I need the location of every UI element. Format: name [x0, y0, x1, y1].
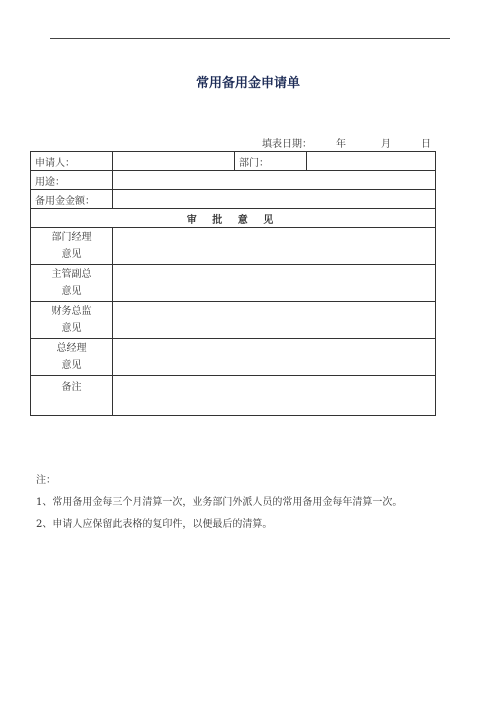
- department-label: 部门：: [235, 152, 307, 171]
- vp-opinion-field[interactable]: [113, 265, 436, 302]
- approval-label-line2: 意见: [61, 360, 82, 371]
- dept-manager-opinion-label: [31, 228, 113, 265]
- approval-row: [31, 265, 436, 302]
- applicant-row: [31, 152, 436, 171]
- approval-label-line2: 意见: [61, 249, 82, 260]
- year-label: 年: [336, 139, 346, 150]
- cfo-opinion-label: [31, 302, 113, 339]
- amount-row: [31, 190, 436, 209]
- department-field[interactable]: [307, 152, 436, 171]
- approval-row: [31, 339, 436, 376]
- remarks-row: [31, 376, 436, 416]
- month-label: 月: [381, 139, 391, 150]
- dept-manager-opinion-field[interactable]: [113, 228, 436, 265]
- fill-date-row: [0, 135, 496, 149]
- approval-label-line1: 主管副总: [51, 269, 92, 280]
- approval-label-line1: 备注: [61, 382, 82, 393]
- approval-row: [31, 302, 436, 339]
- approval-label-line2: 意见: [61, 323, 82, 334]
- approval-label-line1: 部门经理: [51, 232, 92, 243]
- page-title: 常用备用金申请单: [195, 76, 300, 91]
- approval-label-line1: 财务总监: [51, 306, 92, 317]
- notes-heading: 注：: [36, 475, 56, 486]
- purpose-label: 用途：: [31, 171, 113, 190]
- applicant-label: 申请人：: [31, 152, 113, 171]
- approval-row: [31, 228, 436, 265]
- remarks-label: [31, 376, 113, 416]
- approval-header-row: [31, 209, 436, 228]
- purpose-row: [31, 171, 436, 190]
- day-label: 日: [421, 139, 431, 150]
- fill-date-label: 填表日期：: [262, 139, 312, 150]
- vp-opinion-label: [31, 265, 113, 302]
- approval-label-line1: 总经理: [56, 343, 87, 354]
- purpose-field[interactable]: [113, 171, 436, 190]
- note-item: 2、申请人应保留此表格的复印件，以便最后的清算。: [36, 519, 273, 530]
- cfo-opinion-field[interactable]: [113, 302, 436, 339]
- application-form: [30, 151, 436, 416]
- remarks-field[interactable]: [113, 376, 436, 416]
- note-item: 1、常用备用金每三个月清算一次，业务部门外派人员的常用备用金每年清算一次。: [36, 497, 403, 508]
- applicant-field[interactable]: [113, 152, 235, 171]
- notes-section: [36, 470, 402, 536]
- top-divider: [50, 38, 450, 39]
- amount-field[interactable]: [113, 190, 436, 209]
- gm-opinion-field[interactable]: [113, 339, 436, 376]
- approval-header: 审 批 意 见: [31, 209, 436, 228]
- approval-label-line2: 意见: [61, 286, 82, 297]
- amount-label: 备用金金额：: [31, 190, 113, 209]
- gm-opinion-label: [31, 339, 113, 376]
